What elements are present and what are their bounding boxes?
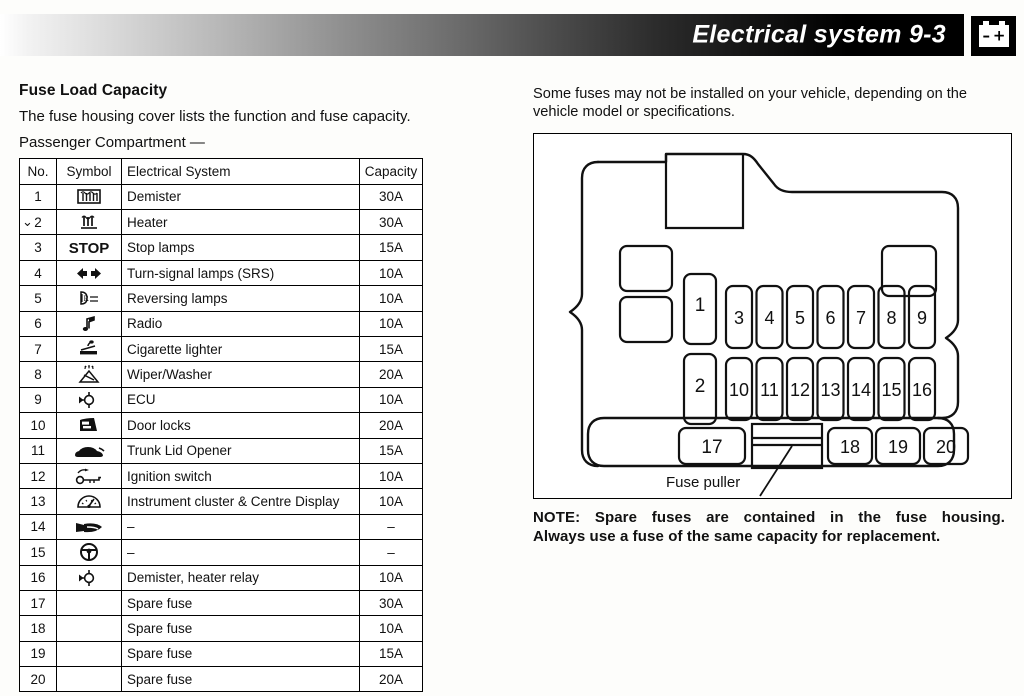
- electrical-system-cell: Demister, heater relay: [122, 565, 360, 590]
- fuse-slot-1-label: 1: [694, 295, 706, 316]
- fuse-slot-2-label: 2: [694, 376, 706, 397]
- capacity-cell: 10A: [360, 565, 423, 590]
- fuse-number: 20: [30, 671, 46, 687]
- fuse-number: 2: [34, 214, 42, 230]
- fuse-number-cell: [20, 565, 57, 590]
- table-row: [20, 235, 423, 260]
- fuse-number: 3: [34, 240, 42, 256]
- fuse-slot-14-label: 14: [850, 380, 872, 400]
- capacity-cell: 10A: [360, 260, 423, 285]
- note-line-2: Always use a fuse of the same capacity for replacement.: [533, 527, 941, 545]
- table-row: [20, 489, 423, 514]
- left-column: [19, 82, 419, 692]
- column-header-capacity: Capacity: [360, 159, 423, 184]
- steering-wheel-icon: [57, 540, 122, 565]
- table-header-row: [20, 159, 423, 184]
- fuse-symbol-empty: [57, 641, 122, 666]
- fuse-box-diagram-svg: [534, 134, 1010, 497]
- fuse-number: 7: [34, 341, 42, 357]
- fuse-slot-11-label: 11: [760, 380, 779, 400]
- table-row: [20, 438, 423, 463]
- fuse-row-bottom: [828, 428, 968, 464]
- electrical-system-cell: Wiper/Washer: [122, 362, 360, 387]
- table-row: [20, 311, 423, 336]
- electrical-system-cell: Reversing lamps: [122, 286, 360, 311]
- battery-body: [979, 25, 1009, 47]
- fuse-slot-4-label: 4: [764, 308, 775, 328]
- capacity-cell: –: [360, 540, 423, 565]
- table-row: [20, 514, 423, 539]
- ecu-icon: [57, 565, 122, 590]
- electrical-system-cell: Door locks: [122, 413, 360, 438]
- capacity-cell: 20A: [360, 362, 423, 387]
- table-row: [20, 210, 423, 235]
- fuse-number: 5: [34, 290, 42, 306]
- fuse-slot-18-label: 18: [839, 437, 861, 457]
- table-row: [20, 362, 423, 387]
- capacity-cell: 15A: [360, 235, 423, 260]
- electrical-system-cell: Spare fuse: [122, 590, 360, 615]
- battery-terminal-negative: [983, 21, 989, 25]
- fuse-number-cell: [20, 413, 57, 438]
- battery-terminal-positive: [999, 21, 1005, 25]
- capacity-cell: –: [360, 514, 423, 539]
- fuse-number-cell: [20, 489, 57, 514]
- header-gradient-bar: [0, 14, 964, 56]
- fuse-number-cell: [20, 387, 57, 412]
- fuse-number: 1: [34, 189, 42, 205]
- fuse-number-cell: [20, 235, 57, 260]
- table-row: [20, 413, 423, 438]
- fuse-number: 6: [34, 316, 42, 332]
- fuse-slot-6-label: 6: [825, 308, 836, 328]
- battery-icon: [971, 16, 1016, 56]
- housing-top-notch: [666, 154, 743, 228]
- fuse-number: 12: [30, 468, 46, 484]
- fuse-number-cell: [20, 184, 57, 209]
- capacity-cell: 30A: [360, 210, 423, 235]
- fuse-number: 8: [34, 367, 42, 383]
- electrical-system-cell: Spare fuse: [122, 667, 360, 692]
- fuse-number: 17: [30, 595, 46, 611]
- fuse-slot-19-label: 19: [887, 437, 909, 457]
- table-row: [20, 565, 423, 590]
- electrical-system-cell: Spare fuse: [122, 616, 360, 641]
- instrument-cluster-icon: [57, 489, 122, 514]
- reversing-lamp-icon: [57, 286, 122, 311]
- capacity-cell: 20A: [360, 413, 423, 438]
- capacity-cell: 10A: [360, 286, 423, 311]
- capacity-cell: 10A: [360, 616, 423, 641]
- capacity-cell: 10A: [360, 463, 423, 488]
- subsection-label: Passenger Compartment —: [19, 134, 205, 152]
- fuse-slot-12-label: 12: [789, 380, 811, 400]
- fuse-slot-9-label: 9: [916, 308, 928, 328]
- table-row: [20, 667, 423, 692]
- fuse-puller[interactable]: [752, 424, 822, 468]
- ignition-key-icon: [57, 463, 122, 488]
- battery-minus-sign: –: [982, 26, 990, 45]
- capacity-cell: 30A: [360, 590, 423, 615]
- fuse-slot-20-label: 20: [935, 437, 957, 457]
- fuse-slot-15-label: 15: [881, 380, 902, 400]
- fuse-number: 9: [34, 392, 42, 408]
- page-title: Electrical system 9-3: [692, 20, 946, 49]
- table-row: [20, 590, 423, 615]
- demister-icon: [57, 184, 122, 209]
- fuse-row-top: [726, 286, 935, 348]
- fuse-slot-8-label: 8: [886, 308, 897, 328]
- fuse-number-cell: [20, 438, 57, 463]
- fuse-symbol-empty: [57, 667, 122, 692]
- electrical-system-cell: Spare fuse: [122, 641, 360, 666]
- note-block: [533, 509, 1014, 547]
- svg-text:R: R: [83, 294, 89, 304]
- column-header-system: Electrical System: [122, 159, 360, 184]
- fuse-number: 4: [34, 265, 42, 281]
- note-line-1: NOTE: Spare fuses are contained in the fuse housing.: [533, 509, 1005, 526]
- electrical-system-cell: Turn-signal lamps (SRS): [122, 260, 360, 285]
- fuse-number: 18: [30, 620, 46, 636]
- electrical-system-cell: ECU: [122, 387, 360, 412]
- fuse-number-cell: [20, 540, 57, 565]
- capacity-cell: 20A: [360, 667, 423, 692]
- fuse-number: 11: [30, 443, 45, 459]
- fuse-number-cell: [20, 362, 57, 387]
- electrical-system-cell: Ignition switch: [122, 463, 360, 488]
- fuse-number-cell: [20, 336, 57, 361]
- relay-box-right: [882, 246, 936, 296]
- fuse-symbol-empty: [57, 590, 122, 615]
- fuse-number-cell: [20, 590, 57, 615]
- fuse-slot-17-label: 17: [701, 437, 723, 458]
- relay-box-bottom-left: [620, 297, 672, 342]
- pen-tick-mark: ⌄: [22, 214, 33, 230]
- capacity-cell: 10A: [360, 311, 423, 336]
- electrical-system-cell: Heater: [122, 210, 360, 235]
- intro-paragraph: The fuse housing cover lists the function and fuse capacity.: [19, 108, 411, 125]
- electrical-system-cell: –: [122, 540, 360, 565]
- electrical-system-cell: Demister: [122, 184, 360, 209]
- fuse-number-cell: [20, 210, 57, 235]
- table-row: [20, 286, 423, 311]
- fuse-box-diagram: [533, 133, 1012, 499]
- relay-box-top-left: [620, 246, 672, 291]
- electrical-system-cell: Stop lamps: [122, 235, 360, 260]
- electrical-system-cell: Instrument cluster & Centre Display: [122, 489, 360, 514]
- fuse-number: 19: [30, 646, 46, 662]
- table-row: [20, 616, 423, 641]
- fuse-number-cell: [20, 641, 57, 666]
- electrical-system-cell: Trunk Lid Opener: [122, 438, 360, 463]
- svg-text:STOP: STOP: [68, 240, 110, 257]
- table-row: [20, 336, 423, 361]
- stop-text-icon: [57, 235, 122, 260]
- fuse-number-cell: [20, 463, 57, 488]
- battery-plus-sign: +: [992, 26, 1006, 45]
- electrical-system-cell: –: [122, 514, 360, 539]
- fuse-number-cell: [20, 286, 57, 311]
- table-row: [20, 184, 423, 209]
- fuse-number: 10: [30, 417, 46, 433]
- ecu-icon: [57, 387, 122, 412]
- fuse-symbol-empty: [57, 616, 122, 641]
- column-header-no: No.: [20, 159, 57, 184]
- horn-icon: [57, 514, 122, 539]
- table-row: [20, 463, 423, 488]
- music-note-icon: [57, 311, 122, 336]
- fuse-slot-10-label: 10: [728, 380, 750, 400]
- fuse-table-body: [20, 159, 423, 692]
- fuse-number: 16: [30, 570, 46, 586]
- capacity-cell: 10A: [360, 489, 423, 514]
- fuse-number-cell: [20, 260, 57, 285]
- table-row: [20, 540, 423, 565]
- fuse-slot-13-label: 13: [820, 380, 841, 400]
- capacity-cell: 15A: [360, 641, 423, 666]
- turn-signal-arrows-icon: [57, 260, 122, 285]
- fuse-slot-3-label: 3: [733, 308, 745, 328]
- fuse-number-cell: [20, 311, 57, 336]
- availability-note: Some fuses may not be installed on your vehicle, depending on the vehicle model or specifications.: [533, 86, 968, 120]
- column-header-symbol: Symbol: [57, 159, 122, 184]
- fuse-load-capacity-table: [19, 158, 423, 692]
- table-row: [20, 387, 423, 412]
- fuse-slot-7-label: 7: [855, 308, 867, 328]
- capacity-cell: 30A: [360, 184, 423, 209]
- fuse-slot-16-label: 16: [911, 380, 933, 400]
- fuse-number: 14: [30, 519, 46, 535]
- trunk-lid-icon: [57, 438, 122, 463]
- electrical-system-cell: Radio: [122, 311, 360, 336]
- cigarette-lighter-icon: [57, 336, 122, 361]
- table-row: [20, 641, 423, 666]
- heater-icon: [57, 210, 122, 235]
- fuse-slot-5-label: 5: [794, 308, 806, 328]
- electrical-system-cell: Cigarette lighter: [122, 336, 360, 361]
- fuse-number: 13: [30, 494, 46, 510]
- fuse-puller-leader-line: [760, 446, 792, 496]
- capacity-cell: 15A: [360, 438, 423, 463]
- wiper-washer-icon: [57, 362, 122, 387]
- capacity-cell: 10A: [360, 387, 423, 412]
- fuse-number: 15: [30, 544, 46, 560]
- fuse-number-cell: [20, 667, 57, 692]
- fuse-number-cell: [20, 616, 57, 641]
- section-heading: Fuse Load Capacity: [19, 82, 168, 99]
- door-lock-icon: [57, 413, 122, 438]
- fuse-puller-label: Fuse puller: [666, 474, 741, 491]
- fuse-number-cell: [20, 514, 57, 539]
- capacity-cell: 15A: [360, 336, 423, 361]
- table-row: [20, 260, 423, 285]
- right-column: [533, 86, 1014, 547]
- fuse-row-middle: [726, 358, 935, 420]
